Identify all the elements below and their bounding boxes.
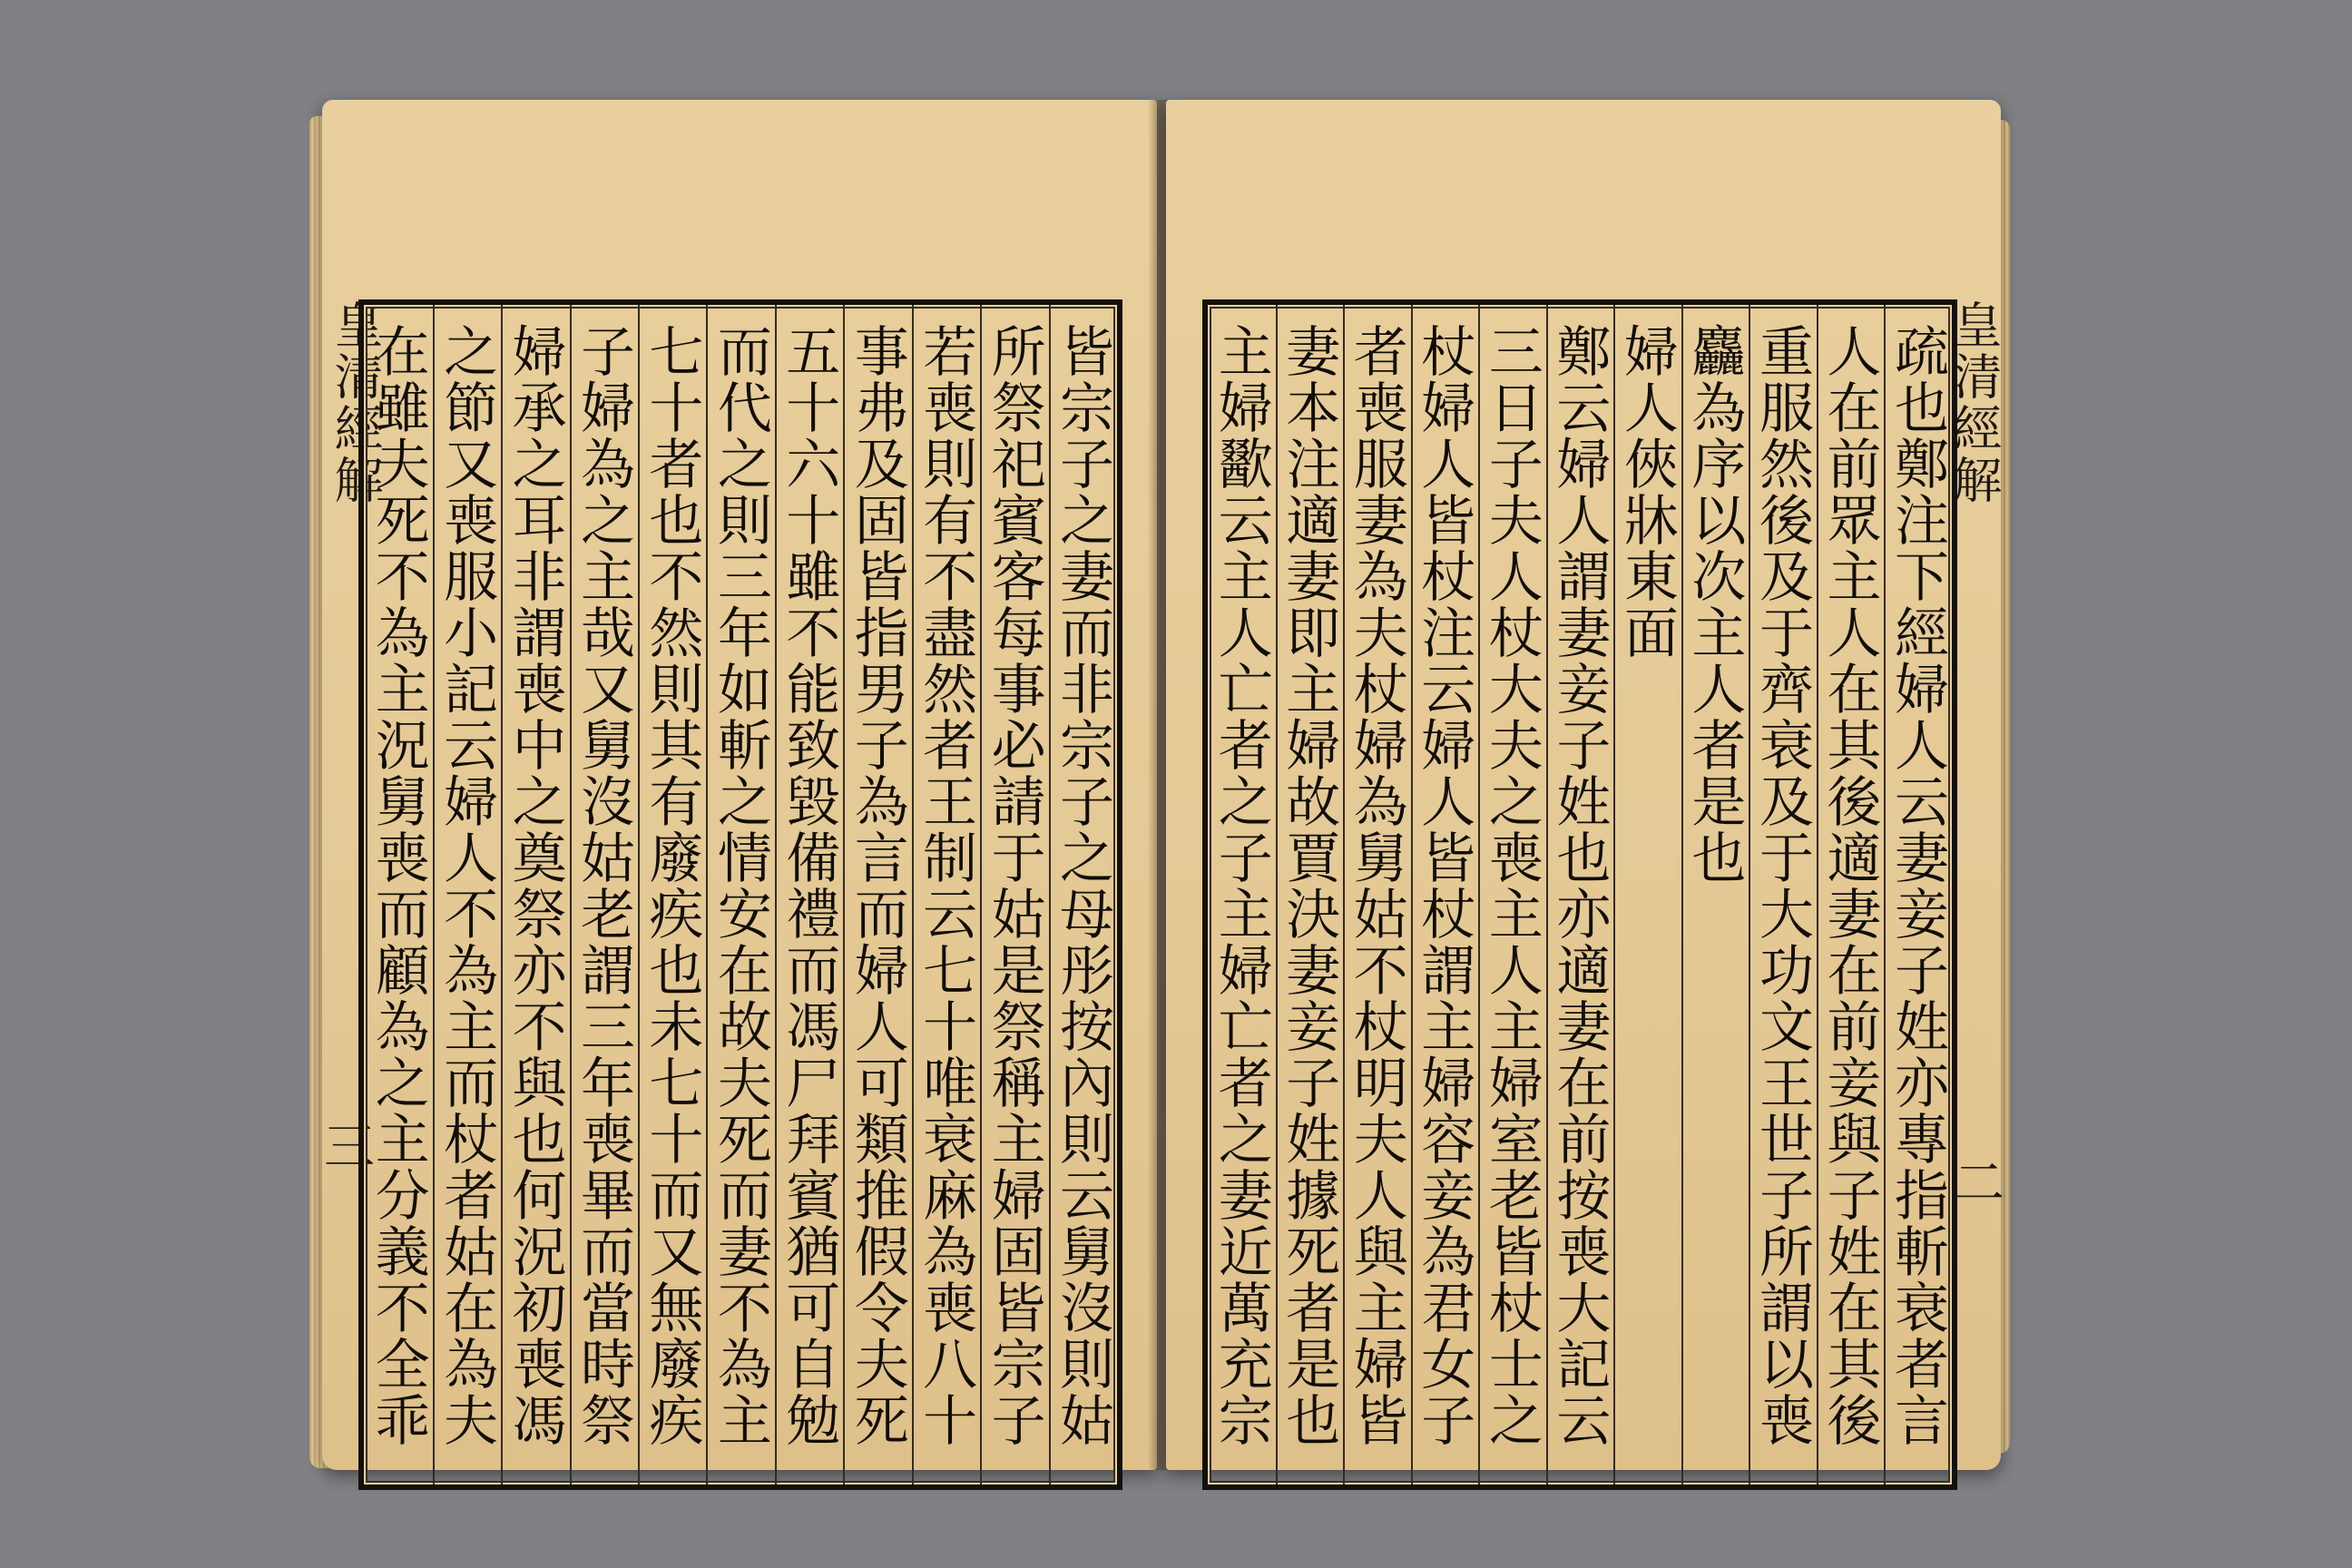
right-column-6: 鄭云婦人謂妻妾子姓也亦適妻在前按喪大記云	[1546, 305, 1614, 1485]
left-text-frame	[358, 299, 1122, 1490]
right-column-9: 者喪服妻為夫杖婦為舅姑不杖明夫人與主婦皆	[1343, 305, 1411, 1485]
right-margin-title: 皇清經解	[1945, 299, 2003, 506]
right-column-7: 三日子夫人杖大夫之喪主人主婦室老皆杖士之	[1478, 305, 1546, 1485]
right-column-5: 婦人俠牀東面	[1613, 305, 1681, 1485]
left-column-6: 而代之則三年如斬之情安在故夫死而妻不為主	[706, 305, 774, 1485]
right-column-8: 杖婦人皆杖注云婦人皆杖謂主婦容妾為君女子	[1411, 305, 1479, 1485]
right-text-frame	[1202, 299, 1957, 1490]
right-folio: 二	[1954, 1154, 2004, 1213]
left-column-3: 若喪則有不盡然者王制云七十唯衰麻為喪八十	[912, 305, 980, 1485]
left-page	[322, 100, 1157, 1470]
right-column-3: 重服然後及于齊衰及于大功文王世子所謂以喪	[1749, 305, 1817, 1485]
right-column-4: 麤為序以次主人者是也	[1681, 305, 1749, 1485]
left-column-5: 五十六十雖不能致毀備禮而馮尸拜賓猶可自勉	[775, 305, 843, 1485]
left-column-9: 婦承之耳非謂喪中之奠祭亦不與也何況初喪馮	[501, 305, 569, 1485]
right-page	[1166, 100, 2004, 1470]
left-column-10: 之節又喪服小記云婦人不為主而杖者姑在為夫	[433, 305, 501, 1485]
right-column-10: 妻本注適妻即主婦故賈決妻妾子姓據死者是也	[1276, 305, 1344, 1485]
left-folio: 三	[324, 1118, 375, 1177]
left-column-1: 皆宗子之妻而非宗子之母彤按內則云舅沒則姑	[1049, 305, 1117, 1485]
right-column-1: 疏也鄭注下經婦人云妻妾子姓亦專指斬衰者言	[1884, 305, 1952, 1485]
open-book	[322, 100, 2004, 1515]
right-column-2: 人在前眾主人在其後適妻在前妾與子姓在其後	[1817, 305, 1885, 1485]
left-margin-title: 皇清經解	[327, 299, 384, 506]
left-column-7: 七十者也不然則其有廢疾也未七十而又無廢疾	[638, 305, 706, 1485]
left-column-2: 所祭祀賓客每事必請于姑是祭稱主婦固皆宗子	[980, 305, 1048, 1485]
right-column-11: 主婦歠云主人亡者之子主婦亡者之妻近萬充宗	[1209, 323, 1273, 1448]
left-column-11: 在雖夫死不為主況舅喪而顧為之主分義不全乖	[366, 323, 430, 1448]
left-column-8: 子婦為之主哉又舅沒姑老謂三年喪畢而當時祭	[570, 305, 638, 1485]
left-column-4: 事弗及固皆指男子為言而婦人可類推假令夫死	[843, 305, 911, 1485]
